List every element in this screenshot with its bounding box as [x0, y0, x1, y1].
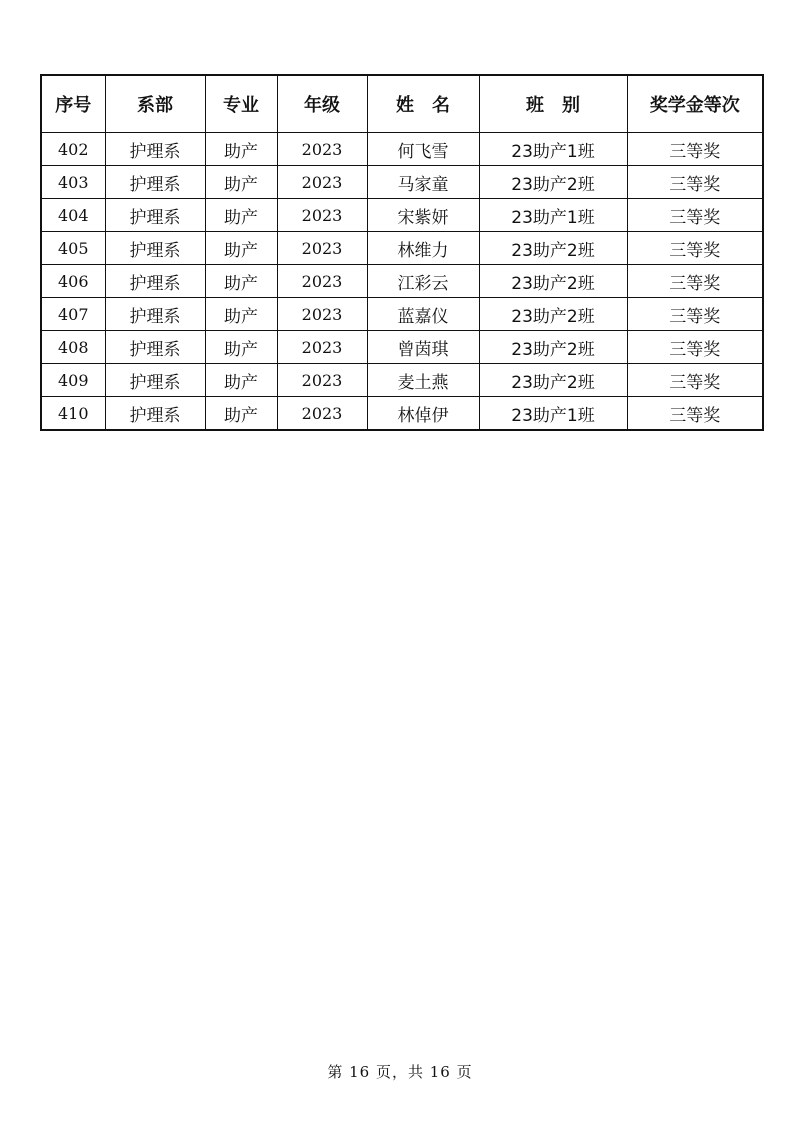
- table-row: [41, 265, 763, 298]
- cell-class: 23助产2班: [479, 364, 627, 397]
- cell-index: 408: [41, 331, 105, 364]
- page-number: 第 16 页，共 16 页: [327, 1063, 473, 1081]
- cell-major: 助产: [205, 133, 277, 166]
- cell-department: 护理系: [105, 166, 205, 199]
- cell-grade: 2023: [277, 199, 367, 232]
- cell-award-level: 三等奖: [627, 199, 763, 232]
- cell-major: 助产: [205, 298, 277, 331]
- cell-award-level: 三等奖: [627, 298, 763, 331]
- cell-name: 马家童: [367, 166, 479, 199]
- cell-major: 助产: [205, 199, 277, 232]
- header-grade: 年级: [277, 75, 367, 133]
- header-department: 系部: [105, 75, 205, 133]
- cell-major: 助产: [205, 397, 277, 431]
- cell-major: 助产: [205, 232, 277, 265]
- cell-name: 何飞雪: [367, 133, 479, 166]
- header-major: 专业: [205, 75, 277, 133]
- cell-index: 409: [41, 364, 105, 397]
- cell-award-level: 三等奖: [627, 265, 763, 298]
- cell-grade: 2023: [277, 166, 367, 199]
- cell-award-level: 三等奖: [627, 166, 763, 199]
- cell-major: 助产: [205, 265, 277, 298]
- cell-major: 助产: [205, 364, 277, 397]
- cell-grade: 2023: [277, 298, 367, 331]
- header-award-level: 奖学金等次: [627, 75, 763, 133]
- table-row: [41, 298, 763, 331]
- table-row: [41, 166, 763, 199]
- cell-class: 23助产2班: [479, 331, 627, 364]
- table-row: [41, 232, 763, 265]
- cell-class: 23助产2班: [479, 166, 627, 199]
- cell-department: 护理系: [105, 397, 205, 431]
- cell-major: 助产: [205, 166, 277, 199]
- cell-grade: 2023: [277, 364, 367, 397]
- cell-name: 麦土燕: [367, 364, 479, 397]
- cell-index: 405: [41, 232, 105, 265]
- table-row: [41, 199, 763, 232]
- cell-name: 林倬伊: [367, 397, 479, 431]
- header-name: 姓 名: [367, 75, 479, 133]
- cell-class: 23助产2班: [479, 265, 627, 298]
- cell-grade: 2023: [277, 133, 367, 166]
- cell-grade: 2023: [277, 397, 367, 431]
- cell-class: 23助产1班: [479, 133, 627, 166]
- cell-department: 护理系: [105, 133, 205, 166]
- cell-name: 宋紫妍: [367, 199, 479, 232]
- scholarship-table: [40, 74, 764, 431]
- table-row: [41, 397, 763, 431]
- cell-name: 江彩云: [367, 265, 479, 298]
- cell-grade: 2023: [277, 232, 367, 265]
- cell-name: 林维力: [367, 232, 479, 265]
- cell-award-level: 三等奖: [627, 331, 763, 364]
- cell-index: 404: [41, 199, 105, 232]
- cell-department: 护理系: [105, 232, 205, 265]
- cell-department: 护理系: [105, 265, 205, 298]
- cell-index: 403: [41, 166, 105, 199]
- cell-index: 407: [41, 298, 105, 331]
- cell-department: 护理系: [105, 199, 205, 232]
- cell-department: 护理系: [105, 364, 205, 397]
- cell-class: 23助产2班: [479, 298, 627, 331]
- cell-index: 402: [41, 133, 105, 166]
- cell-department: 护理系: [105, 331, 205, 364]
- header-index: 序号: [41, 75, 105, 133]
- cell-award-level: 三等奖: [627, 133, 763, 166]
- table-body: [41, 133, 763, 431]
- cell-department: 护理系: [105, 298, 205, 331]
- cell-class: 23助产2班: [479, 232, 627, 265]
- cell-class: 23助产1班: [479, 199, 627, 232]
- cell-major: 助产: [205, 331, 277, 364]
- cell-grade: 2023: [277, 265, 367, 298]
- cell-grade: 2023: [277, 331, 367, 364]
- cell-award-level: 三等奖: [627, 364, 763, 397]
- table-row: [41, 331, 763, 364]
- table-row: [41, 364, 763, 397]
- cell-award-level: 三等奖: [627, 397, 763, 431]
- table-row: [41, 133, 763, 166]
- cell-class: 23助产1班: [479, 397, 627, 431]
- cell-index: 410: [41, 397, 105, 431]
- cell-award-level: 三等奖: [627, 232, 763, 265]
- header-row: [41, 75, 763, 133]
- cell-name: 曾茵琪: [367, 331, 479, 364]
- table-header: [41, 75, 763, 133]
- cell-name: 蓝嘉仪: [367, 298, 479, 331]
- cell-index: 406: [41, 265, 105, 298]
- header-class: 班 别: [479, 75, 627, 133]
